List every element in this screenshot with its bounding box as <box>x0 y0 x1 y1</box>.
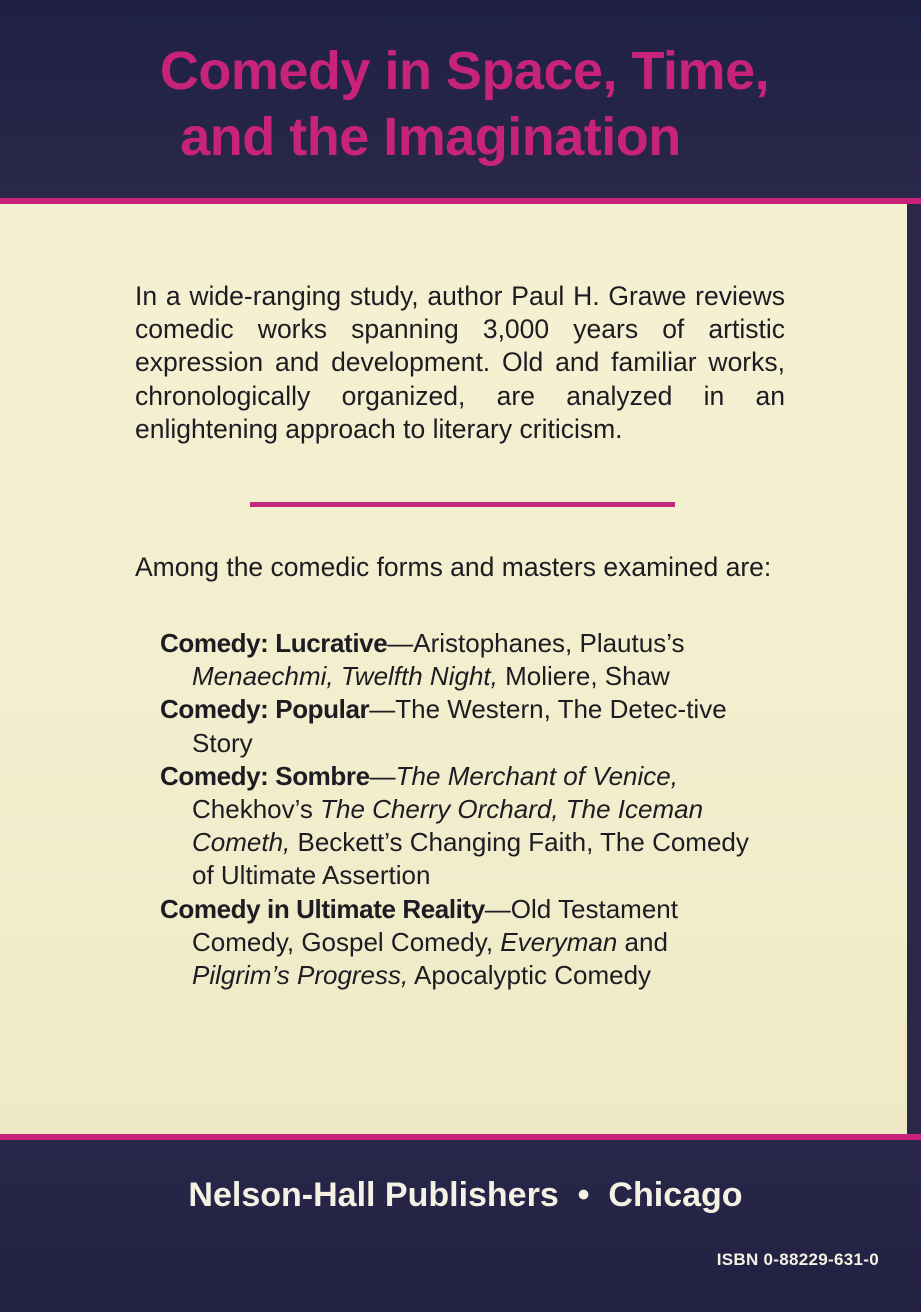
cover-edge <box>907 204 921 1134</box>
form-heading: Comedy: Lucrative <box>160 628 388 658</box>
form-text: —Old Testament Comedy, Gospel Comedy, <box>192 893 678 957</box>
form-item-ultimate-reality <box>160 893 760 993</box>
book-title <box>0 38 921 170</box>
form-text: Moliere, Shaw <box>497 661 670 692</box>
form-text: — <box>369 760 396 791</box>
section-divider <box>250 502 675 507</box>
form-title-italic: Everyman <box>500 926 618 957</box>
form-text: —Aristophanes, Plautus’s <box>387 628 685 658</box>
form-item-sombre <box>160 760 760 893</box>
title-line-1: Comedy in Space, Time, <box>159 41 770 101</box>
form-title-italic: The Merchant of Venice, <box>395 760 678 791</box>
form-title-italic: Menaechmi, Twelfth Night, <box>192 661 498 692</box>
form-text: Apocalyptic Comedy <box>408 960 652 991</box>
title-line-2: and the Imagination <box>180 107 681 167</box>
isbn-number: ISBN 0-88229-631-0 <box>716 1250 879 1269</box>
form-item-popular <box>160 693 760 759</box>
footer-band <box>0 1140 921 1312</box>
form-title-italic: The Cherry Orchard, The Iceman Cometh, <box>192 794 704 858</box>
form-heading: Comedy: Popular <box>160 694 370 725</box>
comedic-forms-list <box>160 627 760 992</box>
form-heading: Comedy in Ultimate Reality <box>160 893 485 924</box>
form-text: Beckett’s Changing Faith, The Comedy of Ultimate Assertion <box>192 827 749 891</box>
form-heading: Comedy: Sombre <box>160 760 370 791</box>
forms-intro: Among the comedic forms and masters examined are: <box>135 552 772 582</box>
form-text: and <box>617 926 668 957</box>
description-paragraph: In a wide-ranging study, author Paul H. Grawe reviews comedic works spanning 3,000 years of artistic expression and development. Old and familiar works, chronologically organized, are analyzed in an enlightening approach to literary criticism. <box>135 281 785 444</box>
form-title-italic: Pilgrim’s Progress, <box>192 960 409 991</box>
publisher-imprint: Nelson-Hall Publishers • Chicago <box>188 1176 743 1214</box>
form-text: —The Western, The Detec-tive Story <box>192 694 727 758</box>
form-item-lucrative <box>160 627 760 693</box>
form-text: Chekhov’s <box>192 794 321 825</box>
